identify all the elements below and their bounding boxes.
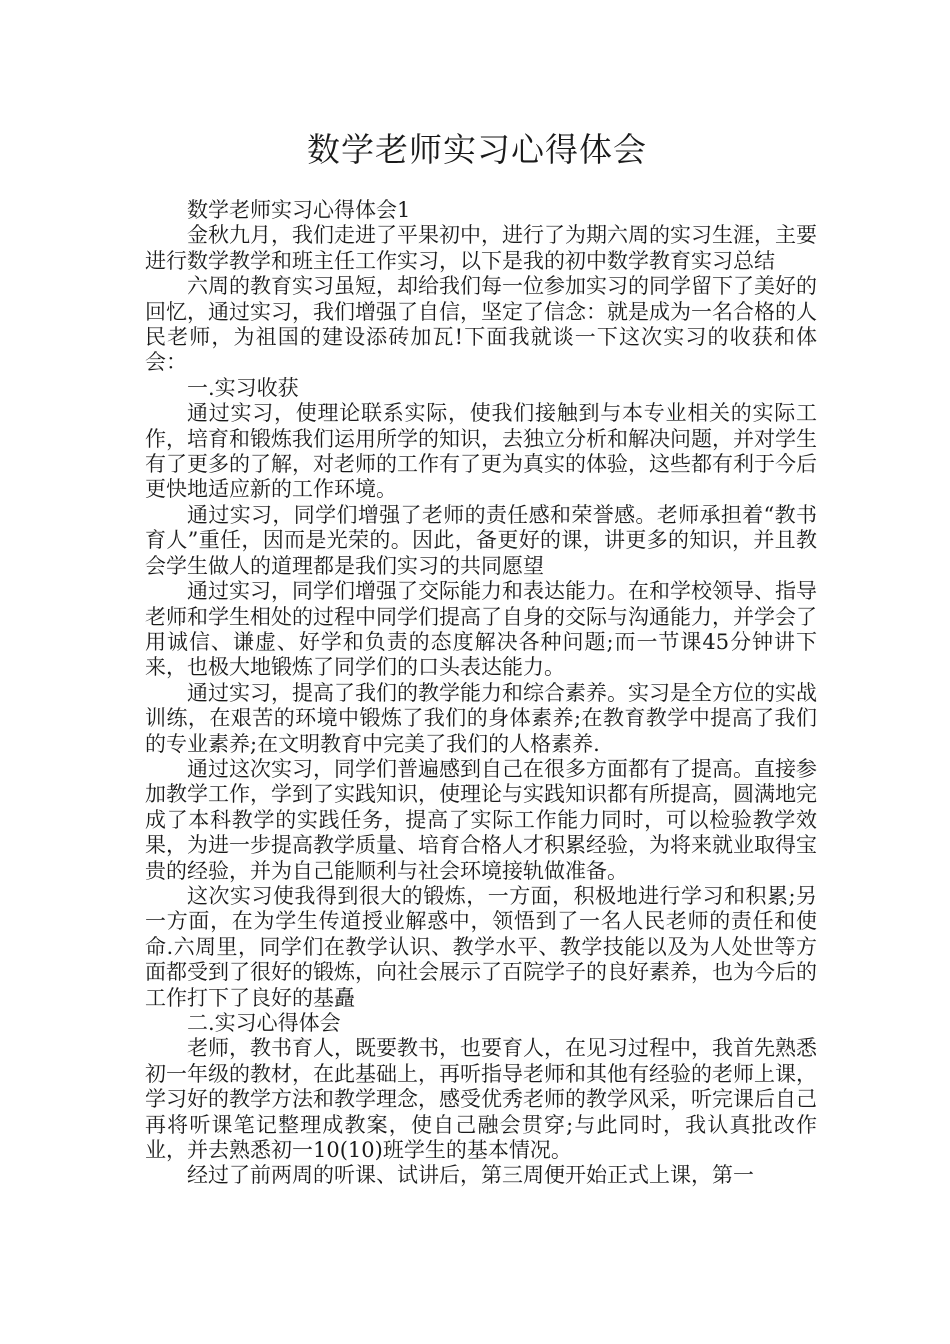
paragraph: 老师，教书育人，既要教书，也要育人，在见习过程中，我首先熟悉初一年级的教材，在此基础上，再听指导老师和其他有经验的老师上课，学习好的教学方法和教学理念，感受优秀老师的教学风采，听完课后自己再将听课笔记整理成教案，使自己融会贯穿;与此同时，我认真批改作业，并去熟悉初一10(10)班学生的基本情况。	[145, 1036, 817, 1163]
paragraph: 经过了前两周的听课、试讲后，第三周便开始正式上课，第一	[187, 1163, 754, 1188]
paragraph: 通过实习，同学们增强了交际能力和表达能力。在和学校领导、指导老师和学生相处的过程中同学们提高了自身的交际与沟通能力，并学会了用诚信、谦虚、好学和负责的态度解决各种问题;而一节课45分钟讲下来，也极大地锻炼了同学们的口头表达能力。	[145, 579, 817, 680]
paragraph-heading: 数学老师实习心得体会1	[187, 198, 411, 222]
section-heading: 一.实习收获	[187, 375, 299, 400]
paragraph: 金秋九月，我们走进了平果初中，进行了为期六周的实习生涯，主要进行数学教学和班主任工作实习，以下是我的初中数学教育实习总结	[145, 223, 817, 273]
paragraph: 六周的教育实习虽短，却给我们每一位参加实习的同学留下了美好的回忆，通过实习，我们增强了自信，坚定了信念：就是成为一名合格的人民老师，为祖国的建设添砖加瓦!下面我就谈一下这次实习的收获和体会：	[145, 274, 817, 375]
section-heading: 二.实习心得体会	[187, 1011, 341, 1035]
paragraph: 通过实习，使理论联系实际，使我们接触到与本专业相关的实际工作，培育和锻炼我们运用所学的知识，去独立分析和解决问题，并对学生有了更多的了解，对老师的工作有了更为真实的体验，这些都有利于今后更快地适应新的工作环境。	[145, 401, 817, 502]
paragraph: 这次实习使我得到很大的锻炼，一方面，积极地进行学习和积累;另一方面，在为学生传道授业解惑中，领悟到了一名人民老师的责任和使命.六周里，同学们在教学认识、教学水平、教学技能以及为人处世等方面都受到了很好的锻炼，向社会展示了百院学子的良好素养，也为今后的工作打下了良好的基矗	[145, 883, 817, 1010]
paragraph: 通过实习，同学们增强了老师的责任感和荣誉感。老师承担着“教书育人”重任，因而是光荣的。因此，备更好的课，讲更多的知识，并且教会学生做人的道理都是我们实习的共同愿望	[145, 502, 817, 578]
document-page	[145, 128, 817, 1189]
document-body	[145, 198, 817, 1189]
paragraph: 通过实习，提高了我们的教学能力和综合素养。实习是全方位的实战训练，在艰苦的环境中锻炼了我们的身体素养;在教育教学中提高了我们的专业素养;在文明教育中完美了我们的人格素养.	[145, 680, 817, 756]
paragraph: 通过这次实习，同学们普遍感到自己在很多方面都有了提高。直接参加教学工作，学到了实践知识，使理论与实践知识都有所提高，圆满地完成了本科教学的实践任务，提高了实际工作能力同时，可以检验教学效果，为进一步提高教学质量、培育合格人才积累经验，为将来就业取得宝贵的经验，并为自己能顺利与社会环境接轨做准备。	[145, 756, 817, 883]
document-title: 数学老师实习心得体会	[307, 130, 647, 169]
